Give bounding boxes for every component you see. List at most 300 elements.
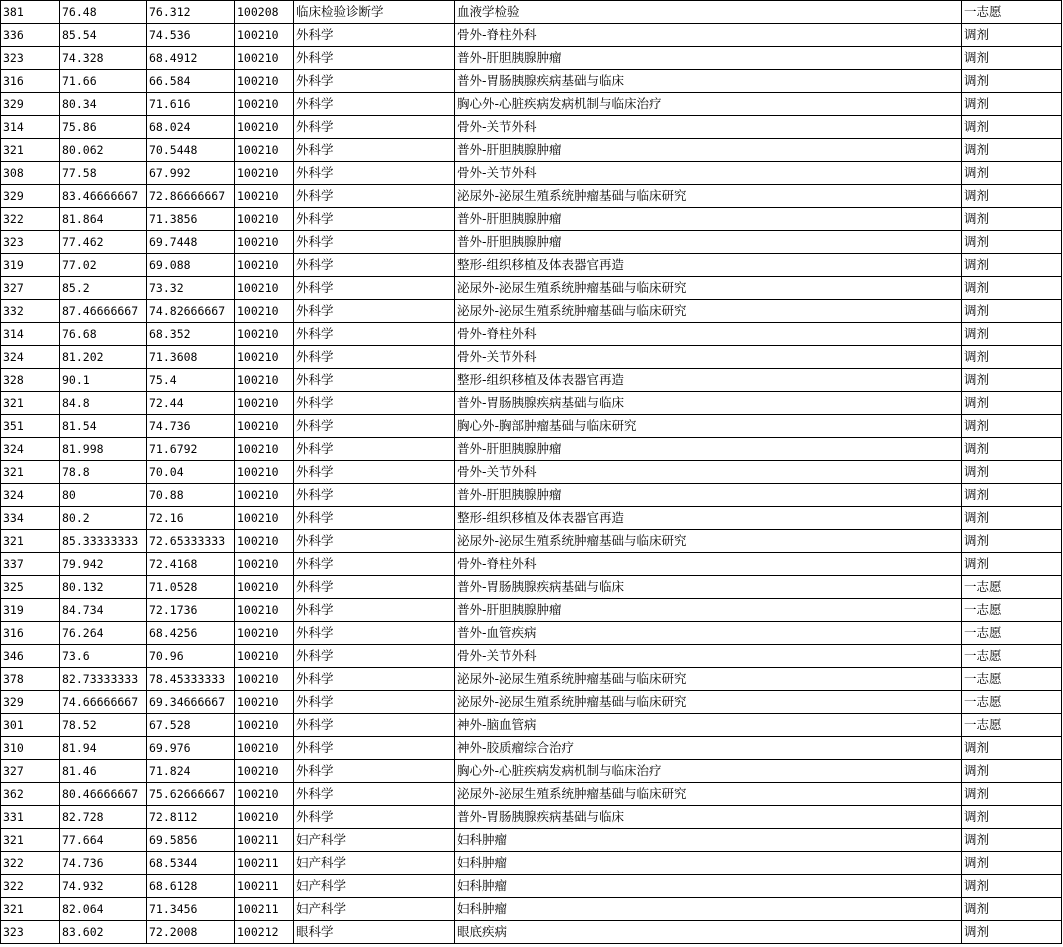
major-name-cell: 外科学 [294, 300, 455, 323]
total-score-cell: 324 [1, 484, 60, 507]
admission-type-cell: 调剂 [962, 553, 1062, 576]
final-score-cell: 72.8112 [147, 806, 235, 829]
research-direction-cell: 普外-肝胆胰腺肿瘤 [455, 47, 962, 70]
total-score-cell: 319 [1, 599, 60, 622]
final-score-cell: 72.65333333 [147, 530, 235, 553]
retest-score-cell: 75.86 [60, 116, 147, 139]
major-name-cell: 外科学 [294, 714, 455, 737]
major-code-cell: 100210 [235, 484, 294, 507]
final-score-cell: 73.32 [147, 277, 235, 300]
total-score-cell: 314 [1, 323, 60, 346]
table-row [1, 783, 1062, 806]
total-score-cell: 324 [1, 438, 60, 461]
research-direction-cell: 普外-肝胆胰腺肿瘤 [455, 438, 962, 461]
final-score-cell: 70.96 [147, 645, 235, 668]
table-row [1, 737, 1062, 760]
table-row [1, 668, 1062, 691]
major-code-cell: 100211 [235, 898, 294, 921]
total-score-cell: 323 [1, 231, 60, 254]
major-name-cell: 外科学 [294, 645, 455, 668]
admission-type-cell: 一志愿 [962, 668, 1062, 691]
research-direction-cell: 胸心外-心脏疾病发病机制与临床治疗 [455, 760, 962, 783]
major-name-cell: 妇产科学 [294, 875, 455, 898]
table-row [1, 484, 1062, 507]
table-row [1, 530, 1062, 553]
table-row [1, 898, 1062, 921]
major-name-cell: 外科学 [294, 507, 455, 530]
final-score-cell: 67.992 [147, 162, 235, 185]
major-code-cell: 100211 [235, 875, 294, 898]
research-direction-cell: 骨外-关节外科 [455, 162, 962, 185]
total-score-cell: 351 [1, 415, 60, 438]
total-score-cell: 319 [1, 254, 60, 277]
retest-score-cell: 81.94 [60, 737, 147, 760]
admission-type-cell: 调剂 [962, 346, 1062, 369]
retest-score-cell: 85.54 [60, 24, 147, 47]
retest-score-cell: 82.73333333 [60, 668, 147, 691]
major-name-cell: 外科学 [294, 254, 455, 277]
final-score-cell: 74.536 [147, 24, 235, 47]
admission-type-cell: 调剂 [962, 783, 1062, 806]
research-direction-cell: 整形-组织移植及体表器官再造 [455, 254, 962, 277]
major-name-cell: 外科学 [294, 599, 455, 622]
research-direction-cell: 整形-组织移植及体表器官再造 [455, 369, 962, 392]
retest-score-cell: 74.932 [60, 875, 147, 898]
research-direction-cell: 泌尿外-泌尿生殖系统肿瘤基础与临床研究 [455, 691, 962, 714]
major-code-cell: 100211 [235, 852, 294, 875]
research-direction-cell: 泌尿外-泌尿生殖系统肿瘤基础与临床研究 [455, 300, 962, 323]
major-code-cell: 100210 [235, 691, 294, 714]
retest-score-cell: 81.46 [60, 760, 147, 783]
retest-score-cell: 81.54 [60, 415, 147, 438]
table-row [1, 93, 1062, 116]
major-name-cell: 外科学 [294, 737, 455, 760]
retest-score-cell: 81.998 [60, 438, 147, 461]
table-body [1, 1, 1062, 944]
research-direction-cell: 普外-血管疾病 [455, 622, 962, 645]
total-score-cell: 331 [1, 806, 60, 829]
table-row [1, 622, 1062, 645]
total-score-cell: 321 [1, 898, 60, 921]
major-code-cell: 100210 [235, 162, 294, 185]
admission-type-cell: 调剂 [962, 852, 1062, 875]
research-direction-cell: 妇科肿瘤 [455, 852, 962, 875]
retest-score-cell: 80.46666667 [60, 783, 147, 806]
table-row [1, 415, 1062, 438]
retest-score-cell: 77.02 [60, 254, 147, 277]
total-score-cell: 323 [1, 921, 60, 944]
table-row [1, 1, 1062, 24]
final-score-cell: 68.4256 [147, 622, 235, 645]
retest-score-cell: 71.66 [60, 70, 147, 93]
final-score-cell: 71.3456 [147, 898, 235, 921]
research-direction-cell: 妇科肿瘤 [455, 875, 962, 898]
admission-type-cell: 调剂 [962, 484, 1062, 507]
admission-type-cell: 调剂 [962, 208, 1062, 231]
retest-score-cell: 80.062 [60, 139, 147, 162]
major-code-cell: 100210 [235, 737, 294, 760]
admission-type-cell: 调剂 [962, 231, 1062, 254]
admission-type-cell: 调剂 [962, 93, 1062, 116]
table-row [1, 369, 1062, 392]
research-direction-cell: 血液学检验 [455, 1, 962, 24]
major-code-cell: 100210 [235, 346, 294, 369]
major-code-cell: 100210 [235, 231, 294, 254]
table-row [1, 277, 1062, 300]
table-row [1, 139, 1062, 162]
research-direction-cell: 神外-脑血管病 [455, 714, 962, 737]
major-code-cell: 100210 [235, 622, 294, 645]
retest-score-cell: 83.602 [60, 921, 147, 944]
table-row [1, 553, 1062, 576]
major-code-cell: 100210 [235, 93, 294, 116]
table-row [1, 875, 1062, 898]
final-score-cell: 70.04 [147, 461, 235, 484]
major-name-cell: 外科学 [294, 783, 455, 806]
admission-type-cell: 调剂 [962, 277, 1062, 300]
major-code-cell: 100210 [235, 645, 294, 668]
admission-type-cell: 调剂 [962, 47, 1062, 70]
total-score-cell: 381 [1, 1, 60, 24]
total-score-cell: 310 [1, 737, 60, 760]
admission-type-cell: 调剂 [962, 162, 1062, 185]
total-score-cell: 378 [1, 668, 60, 691]
major-name-cell: 外科学 [294, 392, 455, 415]
research-direction-cell: 泌尿外-泌尿生殖系统肿瘤基础与临床研究 [455, 185, 962, 208]
admission-type-cell: 调剂 [962, 921, 1062, 944]
final-score-cell: 74.82666667 [147, 300, 235, 323]
final-score-cell: 68.5344 [147, 852, 235, 875]
major-code-cell: 100210 [235, 24, 294, 47]
total-score-cell: 324 [1, 346, 60, 369]
total-score-cell: 327 [1, 760, 60, 783]
total-score-cell: 332 [1, 300, 60, 323]
admission-type-cell: 调剂 [962, 760, 1062, 783]
table-row [1, 645, 1062, 668]
retest-score-cell: 79.942 [60, 553, 147, 576]
major-name-cell: 妇产科学 [294, 898, 455, 921]
final-score-cell: 68.6128 [147, 875, 235, 898]
table-row [1, 24, 1062, 47]
admission-type-cell: 一志愿 [962, 599, 1062, 622]
admission-type-cell: 调剂 [962, 829, 1062, 852]
table-row [1, 599, 1062, 622]
major-name-cell: 外科学 [294, 70, 455, 93]
admission-type-cell: 一志愿 [962, 1, 1062, 24]
table-row [1, 254, 1062, 277]
total-score-cell: 322 [1, 875, 60, 898]
major-code-cell: 100210 [235, 461, 294, 484]
research-direction-cell: 妇科肿瘤 [455, 898, 962, 921]
admission-type-cell: 调剂 [962, 70, 1062, 93]
major-name-cell: 外科学 [294, 47, 455, 70]
research-direction-cell: 骨外-脊柱外科 [455, 24, 962, 47]
major-name-cell: 外科学 [294, 116, 455, 139]
major-name-cell: 外科学 [294, 622, 455, 645]
admission-type-cell: 调剂 [962, 300, 1062, 323]
final-score-cell: 72.44 [147, 392, 235, 415]
retest-score-cell: 84.734 [60, 599, 147, 622]
admission-type-cell: 调剂 [962, 369, 1062, 392]
research-direction-cell: 骨外-关节外科 [455, 346, 962, 369]
major-name-cell: 外科学 [294, 576, 455, 599]
final-score-cell: 71.824 [147, 760, 235, 783]
final-score-cell: 66.584 [147, 70, 235, 93]
admission-type-cell: 一志愿 [962, 576, 1062, 599]
total-score-cell: 314 [1, 116, 60, 139]
table-row [1, 346, 1062, 369]
table-row [1, 576, 1062, 599]
table-row [1, 852, 1062, 875]
total-score-cell: 323 [1, 47, 60, 70]
retest-score-cell: 77.462 [60, 231, 147, 254]
major-name-cell: 外科学 [294, 139, 455, 162]
final-score-cell: 68.024 [147, 116, 235, 139]
retest-score-cell: 90.1 [60, 369, 147, 392]
total-score-cell: 328 [1, 369, 60, 392]
admission-type-cell: 调剂 [962, 116, 1062, 139]
major-code-cell: 100212 [235, 921, 294, 944]
major-name-cell: 外科学 [294, 93, 455, 116]
retest-score-cell: 74.736 [60, 852, 147, 875]
major-name-cell: 外科学 [294, 369, 455, 392]
major-name-cell: 外科学 [294, 162, 455, 185]
major-code-cell: 100210 [235, 783, 294, 806]
major-code-cell: 100210 [235, 553, 294, 576]
final-score-cell: 75.62666667 [147, 783, 235, 806]
total-score-cell: 321 [1, 139, 60, 162]
admission-type-cell: 调剂 [962, 24, 1062, 47]
total-score-cell: 322 [1, 852, 60, 875]
major-code-cell: 100210 [235, 185, 294, 208]
major-name-cell: 外科学 [294, 208, 455, 231]
retest-score-cell: 83.46666667 [60, 185, 147, 208]
total-score-cell: 329 [1, 185, 60, 208]
research-direction-cell: 普外-肝胆胰腺肿瘤 [455, 208, 962, 231]
major-name-cell: 外科学 [294, 530, 455, 553]
total-score-cell: 321 [1, 461, 60, 484]
total-score-cell: 316 [1, 70, 60, 93]
major-code-cell: 100210 [235, 47, 294, 70]
final-score-cell: 70.5448 [147, 139, 235, 162]
research-direction-cell: 普外-胃肠胰腺疾病基础与临床 [455, 70, 962, 93]
final-score-cell: 72.1736 [147, 599, 235, 622]
research-direction-cell: 普外-肝胆胰腺肿瘤 [455, 231, 962, 254]
retest-score-cell: 78.8 [60, 461, 147, 484]
total-score-cell: 337 [1, 553, 60, 576]
major-code-cell: 100210 [235, 116, 294, 139]
research-direction-cell: 普外-肝胆胰腺肿瘤 [455, 484, 962, 507]
table-row [1, 392, 1062, 415]
total-score-cell: 322 [1, 208, 60, 231]
research-direction-cell: 泌尿外-泌尿生殖系统肿瘤基础与临床研究 [455, 668, 962, 691]
major-name-cell: 外科学 [294, 277, 455, 300]
admission-type-cell: 调剂 [962, 139, 1062, 162]
major-name-cell: 外科学 [294, 231, 455, 254]
research-direction-cell: 骨外-脊柱外科 [455, 553, 962, 576]
table-row [1, 116, 1062, 139]
research-direction-cell: 骨外-关节外科 [455, 461, 962, 484]
table-row [1, 829, 1062, 852]
retest-score-cell: 85.33333333 [60, 530, 147, 553]
admission-type-cell: 调剂 [962, 737, 1062, 760]
major-code-cell: 100210 [235, 714, 294, 737]
retest-score-cell: 82.728 [60, 806, 147, 829]
major-name-cell: 外科学 [294, 691, 455, 714]
table-row [1, 806, 1062, 829]
table-row [1, 323, 1062, 346]
table-row [1, 47, 1062, 70]
admission-type-cell: 一志愿 [962, 622, 1062, 645]
major-name-cell: 外科学 [294, 760, 455, 783]
major-code-cell: 100210 [235, 208, 294, 231]
research-direction-cell: 整形-组织移植及体表器官再造 [455, 507, 962, 530]
research-direction-cell: 胸心外-心脏疾病发病机制与临床治疗 [455, 93, 962, 116]
final-score-cell: 67.528 [147, 714, 235, 737]
major-name-cell: 外科学 [294, 346, 455, 369]
major-code-cell: 100210 [235, 277, 294, 300]
retest-score-cell: 80.2 [60, 507, 147, 530]
admission-type-cell: 调剂 [962, 185, 1062, 208]
admission-type-cell: 一志愿 [962, 691, 1062, 714]
major-name-cell: 外科学 [294, 185, 455, 208]
table-row [1, 921, 1062, 944]
major-code-cell: 100210 [235, 139, 294, 162]
major-code-cell: 100210 [235, 668, 294, 691]
major-name-cell: 外科学 [294, 668, 455, 691]
major-name-cell: 妇产科学 [294, 829, 455, 852]
major-name-cell: 外科学 [294, 415, 455, 438]
retest-score-cell: 76.68 [60, 323, 147, 346]
admission-type-cell: 调剂 [962, 254, 1062, 277]
final-score-cell: 68.352 [147, 323, 235, 346]
admission-type-cell: 调剂 [962, 507, 1062, 530]
admission-type-cell: 调剂 [962, 530, 1062, 553]
research-direction-cell: 普外-肝胆胰腺肿瘤 [455, 139, 962, 162]
major-code-cell: 100210 [235, 599, 294, 622]
table-row [1, 760, 1062, 783]
retest-score-cell: 78.52 [60, 714, 147, 737]
table-row [1, 185, 1062, 208]
total-score-cell: 346 [1, 645, 60, 668]
table-row [1, 714, 1062, 737]
major-code-cell: 100210 [235, 760, 294, 783]
research-direction-cell: 普外-胃肠胰腺疾病基础与临床 [455, 806, 962, 829]
retest-score-cell: 84.8 [60, 392, 147, 415]
admission-type-cell: 调剂 [962, 438, 1062, 461]
final-score-cell: 69.5856 [147, 829, 235, 852]
major-code-cell: 100210 [235, 415, 294, 438]
major-code-cell: 100208 [235, 1, 294, 24]
total-score-cell: 301 [1, 714, 60, 737]
research-direction-cell: 普外-肝胆胰腺肿瘤 [455, 599, 962, 622]
major-name-cell: 外科学 [294, 438, 455, 461]
table-row [1, 507, 1062, 530]
research-direction-cell: 神外-胶质瘤综合治疗 [455, 737, 962, 760]
table-row [1, 162, 1062, 185]
final-score-cell: 69.34666667 [147, 691, 235, 714]
table-row [1, 70, 1062, 93]
final-score-cell: 71.3856 [147, 208, 235, 231]
retest-score-cell: 74.66666667 [60, 691, 147, 714]
final-score-cell: 76.312 [147, 1, 235, 24]
final-score-cell: 72.16 [147, 507, 235, 530]
major-code-cell: 100210 [235, 369, 294, 392]
retest-score-cell: 80.132 [60, 576, 147, 599]
final-score-cell: 72.2008 [147, 921, 235, 944]
admission-type-cell: 调剂 [962, 415, 1062, 438]
final-score-cell: 71.616 [147, 93, 235, 116]
final-score-cell: 72.4168 [147, 553, 235, 576]
research-direction-cell: 骨外-关节外科 [455, 116, 962, 139]
final-score-cell: 74.736 [147, 415, 235, 438]
table-row [1, 461, 1062, 484]
major-code-cell: 100210 [235, 530, 294, 553]
retest-score-cell: 80.34 [60, 93, 147, 116]
major-name-cell: 妇产科学 [294, 852, 455, 875]
retest-score-cell: 73.6 [60, 645, 147, 668]
research-direction-cell: 泌尿外-泌尿生殖系统肿瘤基础与临床研究 [455, 783, 962, 806]
total-score-cell: 329 [1, 93, 60, 116]
major-code-cell: 100210 [235, 254, 294, 277]
retest-score-cell: 76.48 [60, 1, 147, 24]
final-score-cell: 71.3608 [147, 346, 235, 369]
total-score-cell: 321 [1, 530, 60, 553]
retest-score-cell: 81.202 [60, 346, 147, 369]
major-code-cell: 100210 [235, 576, 294, 599]
research-direction-cell: 泌尿外-泌尿生殖系统肿瘤基础与临床研究 [455, 530, 962, 553]
retest-score-cell: 82.064 [60, 898, 147, 921]
total-score-cell: 321 [1, 829, 60, 852]
retest-score-cell: 74.328 [60, 47, 147, 70]
final-score-cell: 69.088 [147, 254, 235, 277]
major-code-cell: 100211 [235, 829, 294, 852]
admission-type-cell: 调剂 [962, 806, 1062, 829]
final-score-cell: 68.4912 [147, 47, 235, 70]
table-row [1, 231, 1062, 254]
admission-type-cell: 调剂 [962, 875, 1062, 898]
major-code-cell: 100210 [235, 323, 294, 346]
total-score-cell: 308 [1, 162, 60, 185]
research-direction-cell: 骨外-关节外科 [455, 645, 962, 668]
major-name-cell: 临床检验诊断学 [294, 1, 455, 24]
major-name-cell: 外科学 [294, 484, 455, 507]
major-code-cell: 100210 [235, 507, 294, 530]
table-row [1, 691, 1062, 714]
admission-type-cell: 一志愿 [962, 714, 1062, 737]
final-score-cell: 71.6792 [147, 438, 235, 461]
retest-score-cell: 80 [60, 484, 147, 507]
final-score-cell: 72.86666667 [147, 185, 235, 208]
research-direction-cell: 骨外-脊柱外科 [455, 323, 962, 346]
total-score-cell: 327 [1, 277, 60, 300]
total-score-cell: 336 [1, 24, 60, 47]
final-score-cell: 71.0528 [147, 576, 235, 599]
major-code-cell: 100210 [235, 392, 294, 415]
major-code-cell: 100210 [235, 70, 294, 93]
research-direction-cell: 普外-胃肠胰腺疾病基础与临床 [455, 576, 962, 599]
total-score-cell: 321 [1, 392, 60, 415]
research-direction-cell: 眼底疾病 [455, 921, 962, 944]
major-code-cell: 100210 [235, 438, 294, 461]
research-direction-cell: 普外-胃肠胰腺疾病基础与临床 [455, 392, 962, 415]
admission-type-cell: 调剂 [962, 323, 1062, 346]
admission-type-cell: 调剂 [962, 392, 1062, 415]
research-direction-cell: 胸心外-胸部肿瘤基础与临床研究 [455, 415, 962, 438]
final-score-cell: 69.7448 [147, 231, 235, 254]
total-score-cell: 334 [1, 507, 60, 530]
research-direction-cell: 妇科肿瘤 [455, 829, 962, 852]
